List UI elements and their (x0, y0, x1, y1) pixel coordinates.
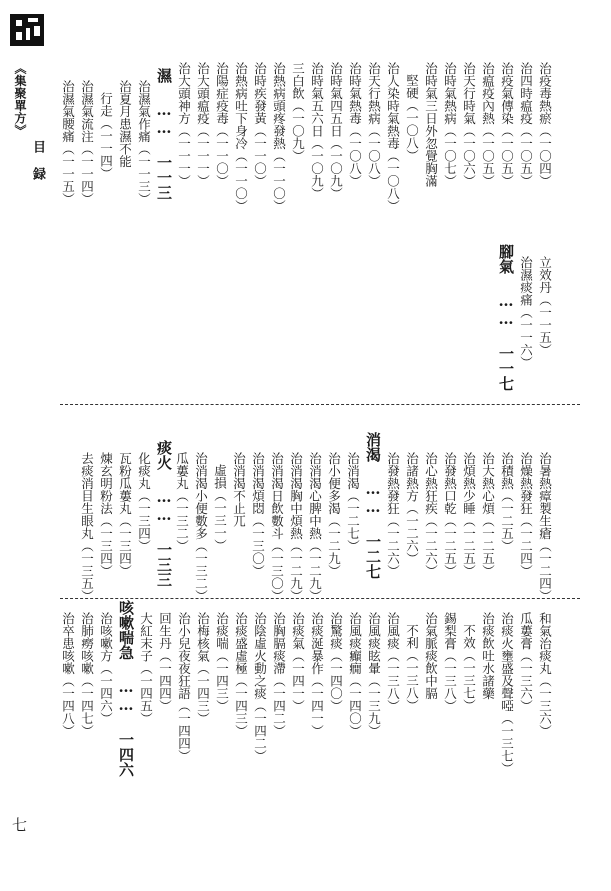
section-heading-cough: 咳嗽喘急 …… 一四六 (117, 600, 135, 777)
toc-entry: 治疫氣傳染（一〇五） (499, 62, 515, 187)
toc-entry: 治濕氣作痛（一一三） (136, 80, 152, 205)
toc-entry: 治積熱（一二五） (499, 452, 515, 552)
toc-entry: 治天行時氣（一〇六） (461, 62, 477, 187)
toc-entry: 大紅末子（一四五） (138, 612, 154, 725)
toc-entry: 治陰虛火動之痰（一四二） (252, 612, 268, 762)
toc-entry: 治風痰癲癇（一四〇） (347, 612, 363, 737)
toc-entry: 治時氣熱毒（一〇八） (347, 62, 363, 187)
toc-entry: 治氣脈痰飲中膈 (423, 612, 439, 700)
toc-entry: 治發熱發狂（一二六） (385, 452, 401, 577)
toc-entry: 和氣治痰丸（一三六） (537, 612, 553, 737)
publisher-seal-icon (8, 10, 48, 50)
toc-entry: 治痰氣（一四一） (290, 612, 306, 712)
toc-entry: 不利（一三八） (404, 624, 420, 712)
toc-entry: 治消渴（一二七） (345, 452, 361, 552)
toc-entry: 治時氣五六日（一〇九） (309, 62, 325, 200)
toc-entry: 治濕氣流注（一一四） (79, 80, 95, 205)
toc-entry: 治痰盛虛極（一四三） (233, 612, 249, 737)
toc-entry: 治消渴煩悶（一三〇） (250, 452, 266, 577)
toc-entry: 治痰喘（一四三） (214, 612, 230, 712)
toc-entry: 治消渴日飲數斗（一三〇） (269, 452, 285, 602)
toc-entry: 煉玄明粉法（一三四） (98, 452, 114, 577)
toc-entry: 治胸膈痰滯（一四二） (271, 612, 287, 737)
toc-entry: 治大熱心煩（一二五） (480, 452, 496, 577)
toc-entry: 治熱病頭疼發熱（一一〇） (271, 62, 287, 212)
toc-entry: 治濕氣腰痛（一一五） (60, 80, 76, 205)
toc-entry: 不效（一三七） (461, 624, 477, 712)
toc-entry: 治風痰眩暈（一三九） (366, 612, 382, 737)
toc-entry: 堅硬（一〇八） (404, 74, 420, 162)
toc-entry: 治諸熱方（一二六） (404, 452, 420, 565)
toc-entry: 治消渴心脾中熱（一二九） (307, 452, 323, 602)
toc-entry: 錫梨膏（一三八） (442, 612, 458, 712)
toc-entry: 治發熱口乾（一二五） (442, 452, 458, 577)
toc-entry: 治暑熱瘴製生瘡（一二四） (537, 452, 553, 602)
contents-label: 目 録 (30, 140, 45, 181)
toc-entry: 治四時瘟疫（一〇五） (518, 62, 534, 187)
toc-entry: 虛損（一三一） (212, 464, 228, 552)
toc-entry: 治疫毒熱瘀（一〇四） (537, 62, 553, 187)
section-heading-phlegm-fire: 痰火 …… 一三三 (155, 440, 173, 587)
toc-entry: 治咳嗽方（一四六） (98, 612, 114, 725)
toc-entry: 治濕痰痛（一一六） (518, 256, 534, 369)
toc-entry: 治小兒夜夜狂語（一四四） (176, 612, 192, 762)
toc-entry: 治大頭神方（一一一） (176, 62, 192, 187)
toc-entry: 化痰丸（一三四） (136, 452, 152, 552)
toc-entry: 治天行熱病（一〇八） (366, 62, 382, 187)
toc-entry: 治時疾發黃（一一〇） (252, 62, 268, 187)
divider-upper (60, 404, 580, 405)
section-heading-wasting-thirst: 消渴 …… 一二七 (364, 432, 382, 579)
toc-entry: 治驚痰（一四〇） (328, 612, 344, 712)
toc-entry: 治大頭瘟疫（一一一） (195, 62, 211, 187)
toc-entry: 治夏月患濕不能 (117, 80, 133, 168)
toc-entry: 立效丹（一一五） (537, 256, 553, 356)
toc-entry: 治陽症疫毒（一一〇） (214, 62, 230, 187)
section-heading-dampness: 濕 …… 一一三 (155, 68, 173, 200)
section-heading-foot-qi: 腳氣 …… 一一七 (497, 244, 515, 391)
toc-entry: 治小便多渴（一二九） (326, 452, 342, 577)
toc-entry: 治消渴胸中煩熱（一二九） (288, 452, 304, 602)
toc-entry: 治卒患咳嗽（一四八） (60, 612, 76, 737)
toc-entry: 瓜蔞膏（一三六） (518, 612, 534, 712)
toc-entry: 治梅核氣（一四三） (195, 612, 211, 725)
toc-entry: 瓦粉瓜蔞丸（一三四） (117, 452, 133, 577)
toc-entry: 治時氣四五日（一〇九） (328, 62, 344, 200)
toc-entry: 瓜蔞丸（一三二） (174, 452, 190, 552)
toc-entry: 治消渴不止兀 (231, 452, 247, 527)
toc-entry: 治痰涎暴作（一四一） (309, 612, 325, 737)
toc-entry: 三白飲（一〇九） (290, 62, 306, 162)
book-title: 《集聚單方》 (13, 62, 27, 137)
toc-entry: 治煩熱少睡（一二五） (461, 452, 477, 577)
toc-entry: 治瘟疫內熱（一〇五） (480, 62, 496, 187)
toc-entry: 行走（一一四） (98, 92, 114, 180)
toc-entry: 治痰飲吐水諸藥 (480, 612, 496, 700)
toc-entry: 治燥熱發狂（一二四） (518, 452, 534, 577)
toc-entry: 治熱病吐下身冷（一一〇） (233, 62, 249, 212)
toc-entry: 治時氣三日外忽覺胸滿 (423, 62, 439, 187)
toc-entry: 回生丹（一四四） (157, 612, 173, 712)
page-number: 七 (12, 816, 28, 834)
toc-entry: 治人染時氣熱毒（一〇八） (385, 62, 401, 212)
toc-entry: 治心熱狂疾（一二六） (423, 452, 439, 577)
toc-entry: 治肺癆咳嗽（一四七） (79, 612, 95, 737)
toc-entry: 治風痰（一三八） (385, 612, 401, 712)
toc-entry: 治時氣熱病（一〇七） (442, 62, 458, 187)
toc-entry: 治消渴小便數多（一三二） (193, 452, 209, 602)
toc-entry: 去痰消目生眼丸（一三五） (79, 452, 95, 602)
toc-entry: 治痰火壅盛及聲啞（一三七） (499, 612, 515, 775)
